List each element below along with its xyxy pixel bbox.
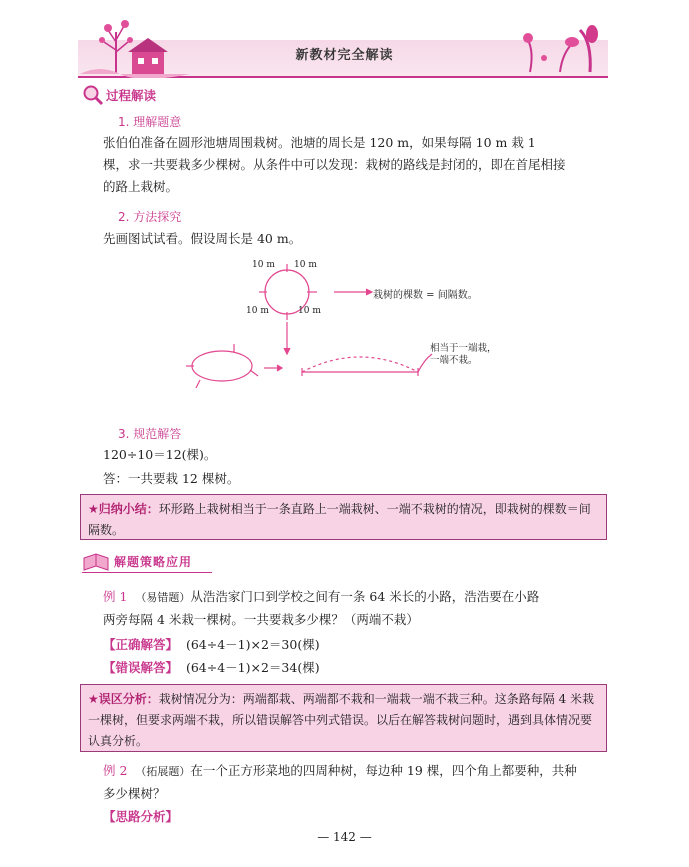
example2-line bbox=[103, 760, 613, 783]
diagram-label-tr: 10 m bbox=[294, 260, 317, 270]
diagram-label-br: 10 m bbox=[298, 306, 321, 316]
diagram-label-tl: 10 m bbox=[252, 260, 275, 270]
step2-title: 2. 方法探究 bbox=[118, 210, 182, 224]
example2-label: 例 2 bbox=[103, 763, 128, 778]
example2-tag: （拓展题） bbox=[135, 765, 191, 778]
step1-title: 1. 理解题意 bbox=[118, 115, 182, 129]
wrong-label: 【错误解答】 bbox=[103, 660, 179, 675]
diagram-note-line: 一端不栽。 bbox=[430, 355, 478, 366]
mistake-label: ★误区分析： bbox=[88, 692, 159, 706]
strategy-underline bbox=[82, 572, 212, 573]
wrong-formula: (64÷4－1)×2＝34(棵) bbox=[185, 660, 320, 675]
step1-line: 棵，求一共要栽多少棵树。从条件中可以发现：栽树的路线是封闭的，即在首尾相接 bbox=[103, 157, 566, 172]
example1-label: 例 1 bbox=[103, 589, 128, 604]
example1-tag: （易错题） bbox=[135, 591, 191, 604]
calc-line: 120÷10＝12(棵)。 bbox=[103, 447, 217, 462]
book-icon bbox=[82, 550, 112, 572]
analysis-row bbox=[103, 806, 178, 828]
step1-line: 张伯伯准备在圆形池塘周围栽树。池塘的周长是 120 m，如果每隔 10 m 栽 1 bbox=[103, 135, 536, 150]
section-title-process: 过程解读 bbox=[106, 88, 157, 103]
example1-text: 从浩浩家门口到学校之间有一条 64 米长的小路，浩浩要在小路 bbox=[190, 589, 540, 604]
example2-block bbox=[103, 760, 613, 805]
diagram-label-bl: 10 m bbox=[246, 306, 269, 316]
example1-line2: 两旁每隔 4 米栽一棵树。一共要栽多少棵？（两端不栽） bbox=[103, 612, 419, 627]
diagram-note-line: 相当于一端栽， bbox=[430, 343, 497, 354]
answer-line: 答：一共要栽 12 棵树。 bbox=[103, 471, 240, 486]
summary-text: 环形路上栽树相当于一条直路上一端栽树、一端不栽树的情况，即栽树的棵数＝间隔数。 bbox=[88, 502, 591, 537]
diagram-equation: 栽树的棵数 = 间隔数。 bbox=[373, 290, 478, 301]
correct-answer-row bbox=[103, 634, 320, 656]
correct-formula: (64÷4－1)×2＝30(棵) bbox=[185, 637, 320, 652]
summary-box bbox=[80, 494, 607, 540]
diagram-note bbox=[430, 343, 497, 367]
correct-label: 【正确解答】 bbox=[103, 637, 179, 652]
step1-paragraph bbox=[103, 132, 613, 198]
step3-title: 3. 规范解答 bbox=[118, 427, 182, 441]
example1-block bbox=[103, 586, 613, 631]
wrong-answer-row bbox=[103, 657, 320, 679]
example1-line bbox=[103, 586, 613, 609]
header-title: 新教材完全解读 bbox=[295, 48, 394, 63]
mistake-text: 栽树情况分为：两端都栽、两端都不栽和一端栽一端不栽三种。这条路每隔 4 米栽一棵树，但要求两端不栽，所以错误解答中列式错误。以后在解答栽树问题时，遇到具体情况要认真分析。 bbox=[88, 692, 595, 748]
page-number: — 142 — bbox=[317, 830, 372, 844]
step1-line: 的路上栽树。 bbox=[103, 179, 179, 194]
mistake-box bbox=[80, 684, 607, 752]
step2-line: 先画图试试看。假设周长是 40 m。 bbox=[103, 231, 302, 246]
example2-text: 在一个正方形菜地的四周种树，每边种 19 棵，四个角上都要种，共种 bbox=[190, 763, 577, 778]
example2-line2: 多少棵树？ bbox=[103, 786, 166, 801]
analysis-label: 【思路分析】 bbox=[103, 809, 179, 824]
tree-planting-diagram bbox=[180, 258, 520, 398]
magnifier-icon bbox=[82, 84, 104, 106]
summary-label: ★归纳小结： bbox=[88, 502, 159, 516]
strategy-title: 解题策略应用 bbox=[114, 555, 193, 569]
